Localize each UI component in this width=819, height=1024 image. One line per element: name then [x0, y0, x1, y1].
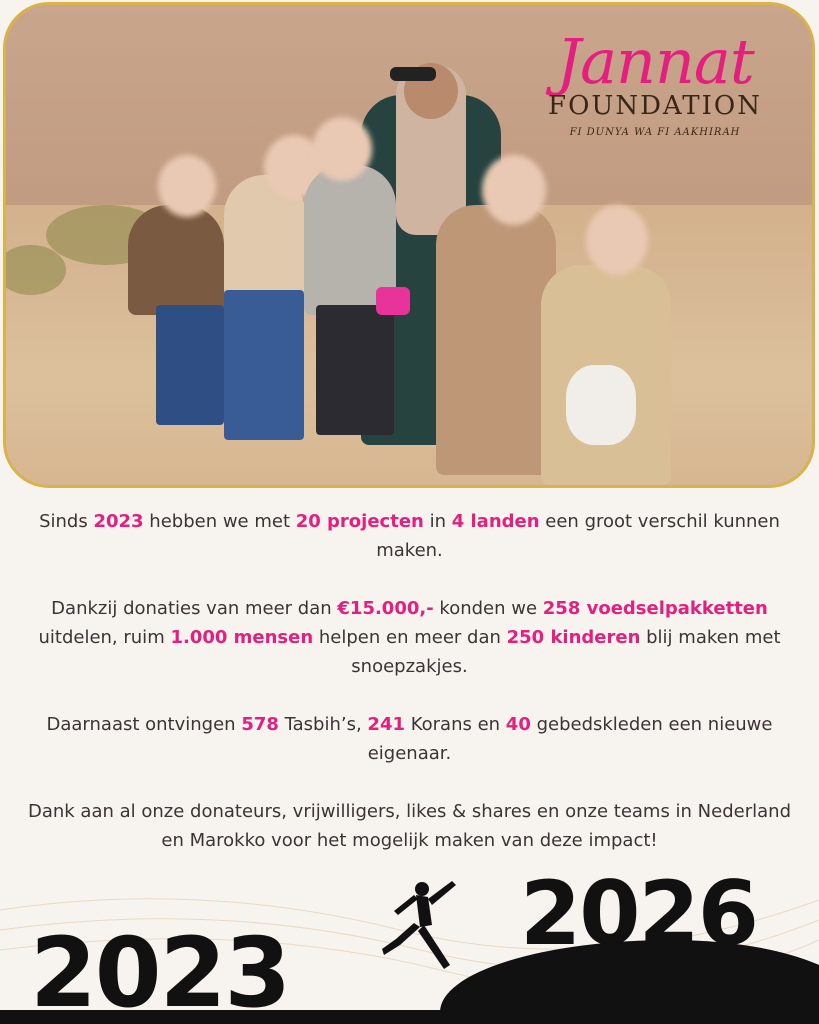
highlight-prayer-mats: 40 [505, 714, 531, 735]
highlight-people: 1.000 mensen [170, 627, 314, 648]
highlight-projects: 20 projecten [295, 511, 424, 532]
text: konden we [433, 598, 543, 619]
highlight-packages: 258 voedselpakketten [542, 598, 768, 619]
photo-blurred-face [586, 205, 648, 275]
text: gebedskleden een nieuwe eigenaar. [367, 714, 773, 764]
highlight-amount: €15.000,- [337, 598, 434, 619]
photo-sunglasses [390, 67, 436, 81]
photo-child-pants [316, 305, 394, 435]
text: helpen en meer dan [313, 627, 507, 648]
logo-tagline: FI DUNYA WA FI AAKHIRAH [569, 127, 741, 138]
text: Daarnaast ontvingen [46, 714, 242, 735]
paragraph-projects [20, 507, 799, 565]
impact-text [20, 507, 799, 884]
text: Dankzij donaties van meer dan [51, 598, 338, 619]
photo-child-jeans [224, 290, 304, 440]
highlight-children: 250 kinderen [506, 627, 641, 648]
text: in [423, 511, 452, 532]
text: Tasbih’s, [278, 714, 368, 735]
highlight-tasbih: 578 [241, 714, 279, 735]
logo-script: Jannat [556, 25, 754, 98]
photo-child-jeans [156, 305, 224, 425]
photo-blurred-face [482, 155, 546, 225]
photo-blurred-face [158, 155, 216, 217]
year-start: 2023 [30, 917, 290, 1024]
photo-child [436, 205, 556, 475]
highlight-year: 2023 [93, 511, 144, 532]
text: hebben we met [143, 511, 296, 532]
photo-child [128, 205, 224, 315]
photo-white-bag [566, 365, 636, 445]
paragraph-thanks: Dank aan al onze donateurs, vrijwilligers, likes & shares en onze teams in Nederland en Marokko voor het mogelijk maken van deze impact! [27, 801, 791, 851]
text: Sinds [39, 511, 94, 532]
photo-pink-bag [376, 287, 410, 315]
jannat-foundation-logo [520, 25, 790, 161]
text: blij maken met snoepzakjes. [351, 627, 781, 677]
text: een groot verschil kunnen maken. [376, 511, 780, 561]
text: Korans en [405, 714, 506, 735]
photo-blurred-face [312, 117, 372, 181]
paragraph-gifts [20, 710, 799, 768]
logo-foundation: FOUNDATION [548, 91, 762, 121]
highlight-korans: 241 [367, 714, 405, 735]
paragraph-donations [20, 594, 799, 681]
jumping-figure-icon [380, 875, 470, 980]
group-photo [3, 2, 815, 488]
text: uitdelen, ruim [38, 627, 171, 648]
highlight-countries: 4 landen [451, 511, 540, 532]
year-end: 2026 [520, 862, 757, 965]
